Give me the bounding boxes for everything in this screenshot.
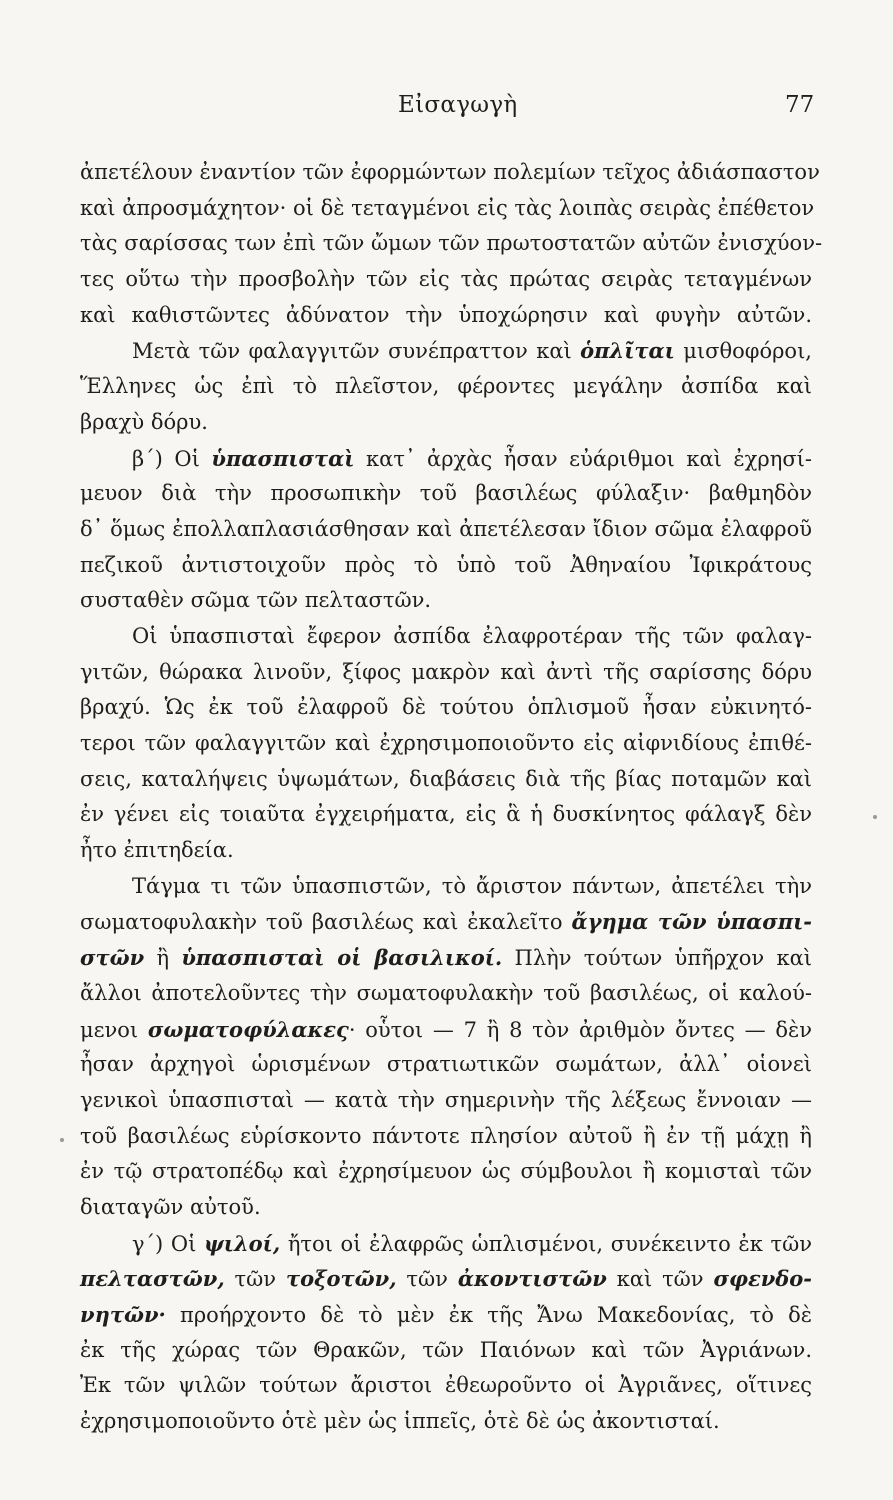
text-line [80,333,812,369]
text-line [80,1083,812,1119]
text-line [80,797,812,833]
text-run: γιτῶν, θώρακα λινοῦν, ξίφος μακρὸν καὶ ἀντὶ τῆς σαρίσσης δόρυ [80,659,812,684]
text-line [80,1333,812,1369]
text-run: Μετὰ τῶν φαλαγγιτῶν συνέπραττον καὶ [132,339,581,364]
text-run: κατ᾿ ἀρχὰς ἦσαν εὐάριθμοι καὶ ἐχρησί- [354,446,812,471]
text-run: Οἱ ὑπασπισταὶ ἔφερον ἀσπίδα ἐλαφροτέραν τῆς τῶν φαλαγ- [132,623,812,648]
text-run: συσταθὲν σῶμα τῶν πελταστῶν. [80,588,432,613]
text-run: τὰς σαρίσσας των ἐπὶ τῶν ὤμων τῶν πρωτοστατῶν αὐτῶν ἐνισχύον- [80,231,823,256]
text-line [80,226,823,262]
emphasized-term: τοξοτῶν, [285,1266,397,1292]
text-run: καὶ τῶν [606,1267,714,1292]
text-run: δ᾿ ὅμως ἐπολλαπλασιάσθησαν καὶ ἀπετέλεσαν ἴδιον σῶμα ἐλαφροῦ [80,516,812,541]
text-run: Ἕλληνες ὡς ἐπὶ τὸ πλεῖστον, φέροντες μεγάλην ἀσπίδα καὶ [80,374,812,399]
running-head: Εἰσαγωγὴ [398,92,518,118]
text-run: μισθοφόροι, [674,339,812,364]
text-run: καὶ ἀπροσμάχητον· οἱ δὲ τεταγμένοι εἰς τὰς λοιπὰς σειρὰς ἐπέθετον [80,195,815,220]
emphasized-term: ὑπασπισταὶ [211,445,355,471]
text-run: πεζικοῦ ἀντιστοιχοῦν πρὸς τὸ ὑπὸ τοῦ Ἀθηναίου Ἰφικράτους [80,552,812,577]
text-run: καὶ καθιστῶντες ἀδύνατον τὴν ὑποχώρησιν καὶ φυγὴν αὐτῶν. [80,302,812,327]
emphasized-term: πελταστῶν, [80,1266,225,1292]
emphasized-term: στῶν [80,945,145,971]
emphasized-term: ψιλοί, [204,1230,281,1256]
text-run: ἄλλοι ἀποτελοῦντες τὴν σωματοφυλακὴν τοῦ βασιλέως, οἱ καλού- [80,980,812,1005]
text-line [80,1226,812,1262]
text-line [80,512,812,548]
text-run: σωματοφυλακὴν τοῦ βασιλέως καὶ ἐκαλεῖτο [80,910,572,935]
text-run: τοῦ βασιλέως εὑρίσκοντο πάντοτε πλησίον αὐτοῦ ἢ ἐν τῇ μάχῃ ἢ [80,1123,812,1148]
text-line [80,405,812,441]
text-run: ἐν γένει εἰς τοιαῦτα ἐγχειρήματα, εἰς ἃ ἡ δυσκίνητος φάλαγξ δὲν [80,802,812,827]
text-line [80,1368,812,1404]
text-line [80,1190,812,1226]
text-line [80,940,812,976]
text-line [80,1119,812,1155]
text-run: τῶν [224,1267,286,1292]
text-run: σεις, καταλήψεις ὑψωμάτων, διαβάσεις διὰ τῆς βίας ποταμῶν καὶ [80,766,812,791]
text-run: · οὗτοι — 7 ἢ 8 τὸν ἀριθμὸν ὄντες — δὲν [348,1017,812,1042]
text-line [80,1404,812,1440]
text-run: ἀπετέλουν ἐναντίον τῶν ἐφορμώντων πολεμίων τεῖχος ἀδιάσπαστον [80,160,820,184]
body-text [80,155,823,1440]
text-run: τῶν [396,1267,458,1292]
text-line [80,155,820,191]
text-line [80,476,812,512]
paper-speck [873,815,877,819]
text-run: διαταγῶν αὐτοῦ. [80,1194,261,1219]
text-line [80,298,812,334]
text-line [80,655,812,691]
emphasized-term: ὁπλῖται [580,338,675,364]
emphasized-term: σφενδο- [713,1266,813,1292]
text-run: ἦσαν ἀρχηγοὶ ὡρισμένων στρατιωτικῶν σωμάτων, ἀλλ᾿ οἱονεὶ [80,1052,812,1077]
page-number: 77 [785,92,815,118]
text-line [80,619,812,655]
text-line [80,1297,812,1333]
text-run: τες οὕτω τὴν προσβολὴν τῶν εἰς τὰς πρώτας σειρὰς τεταγμένων [80,267,812,292]
text-run: Πλὴν τούτων ὑπῆρχον καὶ [502,946,813,971]
emphasized-term: νητῶν· [80,1302,166,1327]
text-line [80,762,812,798]
text-line [80,369,812,405]
text-run: γ΄) Οἱ [132,1231,205,1256]
text-run: ἢ [144,946,182,971]
text-run: ἦτο ἐπιτηδεία. [80,838,234,863]
emphasized-term: ἀκοντιστῶν [457,1266,607,1292]
text-line [80,583,812,619]
text-run: β΄) Οἱ [132,446,212,471]
text-run: Τάγμα τι τῶν ὑπασπιστῶν, τὸ ἄριστον πάντων, ἀπετέλει τὴν [132,873,812,898]
text-run: Ἐκ τῶν ψιλῶν τούτων ἄριστοι ἐθεωροῦντο οἱ Ἀγριᾶνες, οἵτινες [80,1373,812,1398]
page-header [0,92,893,132]
text-line [80,690,812,726]
text-run: μευον διὰ τὴν προσωπικὴν τοῦ βασιλέως φύλαξιν· βαθμηδὸν [80,481,812,506]
text-line [80,833,812,869]
text-line [80,976,812,1012]
text-run: ἐν τῷ στρατοπέδῳ καὶ ἐχρησίμευον ὡς σύμβουλοι ἢ κομισταὶ τῶν [80,1159,812,1184]
text-line [80,904,812,940]
text-run: γενικοὶ ὑπασπισταὶ — κατὰ τὴν σημερινὴν τῆς λέξεως ἔννοιαν — [80,1087,812,1112]
paper-speck [60,1138,64,1142]
text-line [80,548,812,584]
text-run: τεροι τῶν φαλαγγιτῶν καὶ ἐχρησιμοποιοῦντο εἰς αἰφνιδίους ἐπιθέ- [80,731,812,755]
text-line [80,441,812,477]
text-line [80,1047,812,1083]
text-line [80,1012,812,1048]
emphasized-term: ὑπασπισταὶ οἱ βασιλικοί. [181,945,503,971]
text-run: ἤτοι οἱ ἐλαφρῶς ὡπλισμένοι, συνέκειντο ἐκ τῶν [280,1231,812,1256]
text-run: βραχύ. Ὡς ἐκ τοῦ ἐλαφροῦ δὲ τούτου ὁπλισμοῦ ἦσαν εὐκινητό- [80,695,812,720]
text-run: προήρχοντο δὲ τὸ μὲν ἐκ τῆς Ἄνω Μακεδονίας, τὸ δὲ [165,1303,812,1327]
text-run: μενοι [80,1017,148,1042]
text-line [80,1261,812,1297]
text-run: ἐκ τῆς χώρας τῶν Θρακῶν, τῶν Παιόνων καὶ τῶν Ἀγριάνων. [80,1337,812,1362]
text-line [80,191,815,227]
text-line [80,1154,812,1190]
text-line [80,262,812,298]
text-line [80,869,812,905]
emphasized-term: ἄγημα τῶν ὑπασπι- [571,909,812,935]
text-line [80,726,812,762]
text-run: ἐχρησιμοποιοῦντο ὁτὲ μὲν ὡς ἱππεῖς, ὁτὲ δὲ ὡς ἀκοντισταί. [80,1409,720,1434]
emphasized-term: σωματοφύλακες [147,1016,349,1042]
text-run: βραχὺ δόρυ. [80,409,208,434]
